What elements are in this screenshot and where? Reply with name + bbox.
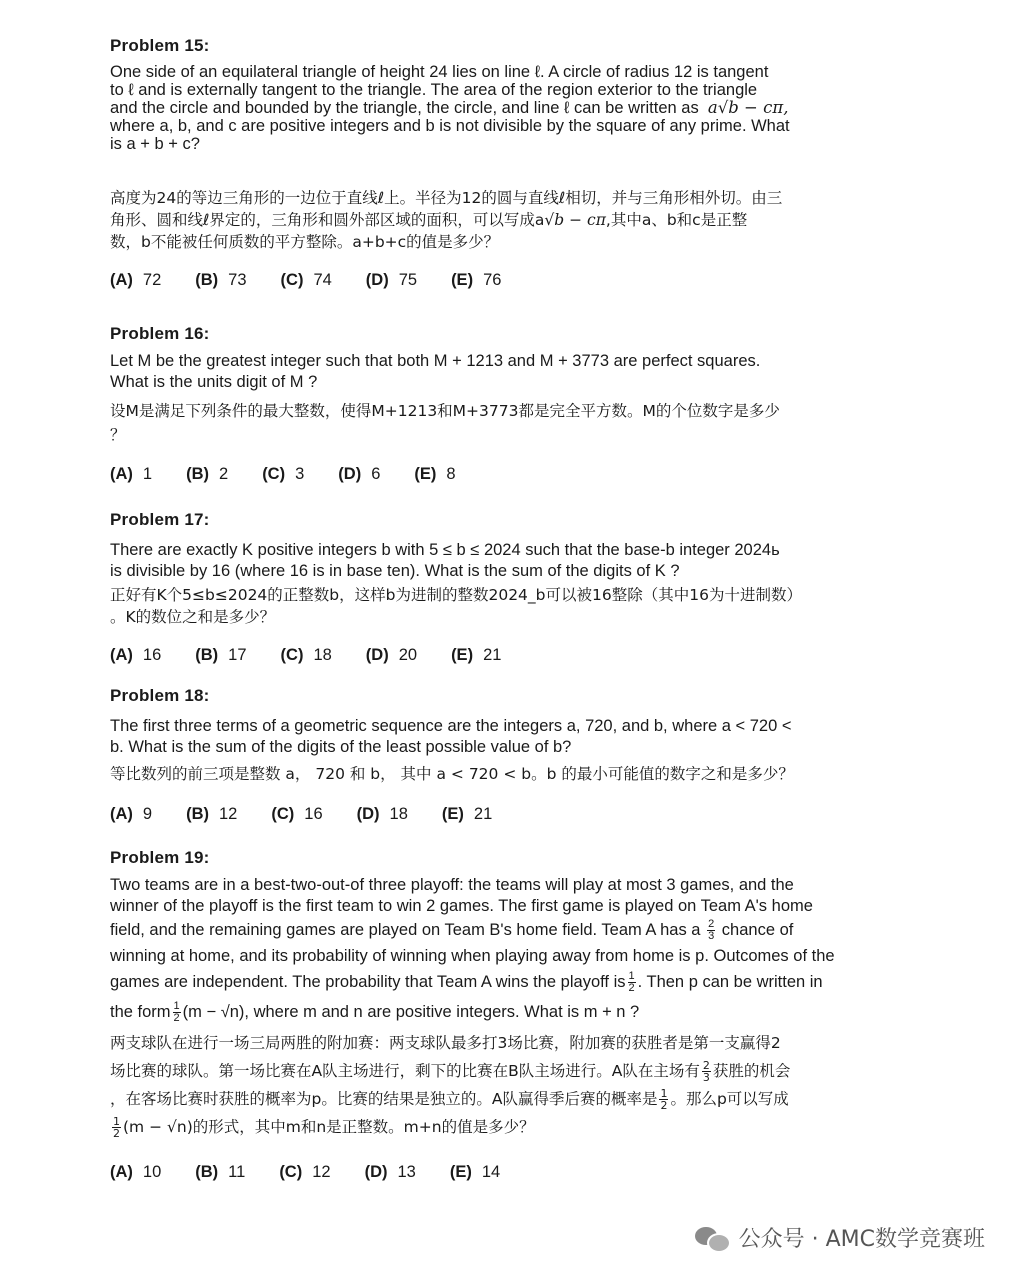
problem-17 bbox=[110, 510, 910, 665]
text-span: 角形、圆和线ℓ界定的，三角形和圆外部区域的面积，可以写成a bbox=[110, 211, 545, 229]
text-span: (m − √n), where m and n are positive integers. What is m + n ? bbox=[182, 1003, 640, 1021]
text-span: (m − √n)的形式，其中m和n是正整数。m+n的值是多少？ bbox=[123, 1118, 535, 1136]
choice-a bbox=[110, 465, 152, 484]
choice-value: 20 bbox=[398, 646, 418, 664]
text-line: 高度为24的等边三角形的一边位于直线ℓ上。半径为12的圆与直线ℓ相切，并与三角形相外切。由三 bbox=[110, 189, 783, 207]
text-span: ,其中a、b和c是正整 bbox=[605, 211, 748, 229]
answer-choices bbox=[110, 271, 910, 290]
text-line: is divisible by 16 (where 16 is in base ten). What is the sum of the digits of K ? bbox=[110, 562, 680, 580]
problem-title: Problem 18: bbox=[110, 686, 210, 705]
fraction-half bbox=[659, 1088, 668, 1111]
choice-value: 16 bbox=[304, 805, 323, 823]
text-line: where a, b, and c are positive integers and b is not divisible by the square of any prime. What bbox=[110, 117, 790, 135]
text-span: chance of bbox=[721, 921, 794, 939]
text-line: b. What is the sum of the digits of the least possible value of b? bbox=[110, 738, 572, 756]
text-span: 获胜的机会 bbox=[712, 1062, 791, 1080]
choice-label: (D) bbox=[338, 465, 362, 483]
text-span: and the circle and bounded by the triangle, the circle, and line ℓ can be written as bbox=[110, 99, 699, 117]
text-line: ？ bbox=[110, 426, 126, 444]
choice-value: 2 bbox=[219, 465, 229, 483]
english-text bbox=[110, 63, 910, 153]
choice-value: 10 bbox=[142, 1163, 162, 1181]
choice-e bbox=[414, 465, 455, 484]
choice-label: (A) bbox=[110, 805, 133, 823]
choice-e bbox=[451, 271, 501, 290]
fraction-denominator: 3 bbox=[708, 930, 715, 943]
chinese-text bbox=[110, 399, 910, 447]
choice-c bbox=[281, 271, 332, 290]
text-span: field, and the remaining games are played on Team B's home field. Team A has a bbox=[110, 921, 701, 939]
watermark-text: 公众号 · AMC数学竞赛班 bbox=[738, 1227, 985, 1252]
choice-b bbox=[186, 465, 228, 484]
choice-b bbox=[195, 1163, 245, 1182]
text-line: winner of the playoff is the first team to win 2 games. The first game is played on Team A's home bbox=[110, 897, 813, 915]
choice-label: (B) bbox=[195, 646, 219, 664]
text-span: 场比赛的球队。第一场比赛在A队主场进行，剩下的比赛在B队主场进行。A队在主场有 bbox=[110, 1062, 700, 1080]
text-line: 正好有K个5≤b≤2024的正整数b，这样b为进制的整数2024_b可以被16整除（其中16为十进制数） bbox=[110, 586, 802, 604]
choice-value: 75 bbox=[398, 271, 418, 289]
fraction-two-thirds bbox=[707, 919, 715, 942]
choice-label: (A) bbox=[110, 1163, 133, 1181]
answer-choices bbox=[110, 646, 910, 665]
choice-b bbox=[186, 805, 237, 824]
text-line: 。K的数位之和是多少？ bbox=[110, 608, 276, 626]
text-line bbox=[110, 1113, 910, 1141]
fraction-numerator: 1 bbox=[628, 970, 635, 983]
choice-value: 16 bbox=[142, 646, 162, 664]
fraction-denominator: 2 bbox=[113, 1127, 120, 1140]
choice-a bbox=[110, 646, 161, 665]
choice-label: (E) bbox=[414, 465, 437, 483]
choice-value: 73 bbox=[228, 271, 247, 289]
choice-d bbox=[365, 1163, 416, 1182]
chinese-text bbox=[110, 1029, 910, 1141]
choice-c bbox=[271, 805, 322, 824]
choice-b bbox=[195, 271, 246, 290]
choice-label: (C) bbox=[279, 1163, 303, 1181]
text-line: The first three terms of a geometric sequence are the integers a, 720, and b, where a < 720 < bbox=[110, 717, 792, 735]
choice-value: 9 bbox=[142, 805, 153, 823]
choice-label: (B) bbox=[195, 1163, 219, 1181]
answer-choices bbox=[110, 465, 910, 484]
watermark bbox=[695, 1222, 985, 1253]
fraction-numerator: 1 bbox=[173, 1000, 180, 1013]
english-text bbox=[110, 716, 910, 758]
text-line bbox=[110, 969, 910, 995]
problem-15 bbox=[110, 36, 910, 290]
text-line bbox=[110, 1057, 910, 1085]
choice-a bbox=[110, 271, 161, 290]
text-span: ，在客场比赛时获胜的概率为p。比赛的结果是独立的。A队赢得季后赛的概率是 bbox=[110, 1090, 658, 1108]
choice-b bbox=[195, 646, 246, 665]
text-line: One side of an equilateral triangle of height 24 lies on line ℓ. A circle of radius 12 is tangent bbox=[110, 63, 769, 81]
text-span: 。那么p可以写成 bbox=[670, 1090, 789, 1108]
chinese-text bbox=[110, 763, 910, 785]
choice-value: 8 bbox=[446, 465, 456, 483]
english-text bbox=[110, 540, 910, 582]
choice-label: (E) bbox=[451, 271, 474, 289]
text-line: winning at home, and its probability of winning when playing away from home is p. Outcomes of the bbox=[110, 947, 835, 965]
choice-value: 21 bbox=[483, 646, 502, 664]
problem-title: Problem 16: bbox=[110, 324, 210, 343]
choice-a bbox=[110, 805, 152, 824]
choice-d bbox=[338, 465, 380, 484]
fraction-denominator: 2 bbox=[173, 1012, 180, 1025]
text-line bbox=[110, 917, 910, 943]
fraction-numerator: 2 bbox=[708, 918, 715, 931]
text-line: is a + b + c? bbox=[110, 135, 200, 153]
choice-e bbox=[450, 1163, 500, 1182]
fraction-numerator: 1 bbox=[113, 1115, 120, 1128]
text-line: 等比数列的前三项是整数 a， 720 和 b， 其中 a < 720 < b。b 的最小可能值的数字之和是多少？ bbox=[110, 765, 794, 783]
fraction-denominator: 2 bbox=[660, 1099, 668, 1112]
math-expression: √b − cπ bbox=[544, 211, 606, 229]
english-text bbox=[110, 875, 910, 1025]
text-line bbox=[110, 99, 910, 117]
choice-value: 18 bbox=[313, 646, 332, 664]
choice-value: 12 bbox=[312, 1163, 331, 1181]
choice-value: 74 bbox=[313, 271, 332, 289]
chinese-text bbox=[110, 584, 910, 628]
choice-value: 18 bbox=[389, 805, 408, 823]
choice-a bbox=[110, 1163, 161, 1182]
choice-label: (D) bbox=[365, 271, 389, 289]
choice-label: (E) bbox=[441, 805, 464, 823]
answer-choices bbox=[110, 805, 910, 824]
text-span: games are independent. The probability that Team A wins the playoff is bbox=[110, 973, 626, 991]
problem-title: Problem 17: bbox=[110, 510, 210, 529]
choice-label: (E) bbox=[451, 646, 474, 664]
fraction-denominator: 3 bbox=[702, 1071, 710, 1084]
text-line: 数，b不能被任何质数的平方整除。a+b+c的值是多少？ bbox=[110, 233, 500, 251]
choice-d bbox=[366, 271, 417, 290]
text-span: the form bbox=[110, 1003, 171, 1021]
choice-value: 3 bbox=[295, 465, 305, 483]
text-line: What is the units digit of M ? bbox=[110, 373, 318, 391]
english-text bbox=[110, 351, 910, 393]
problem-16 bbox=[110, 324, 910, 484]
choice-label: (A) bbox=[110, 646, 133, 664]
fraction-half bbox=[628, 971, 636, 994]
choice-value: 76 bbox=[483, 271, 502, 289]
text-line: 两支球队在进行一场三局两胜的附加赛：两支球队最多打3场比赛，附加赛的获胜者是第一支赢得2 bbox=[110, 1034, 781, 1052]
choice-value: 21 bbox=[473, 805, 493, 823]
fraction-two-thirds bbox=[702, 1060, 711, 1083]
choice-label: (C) bbox=[271, 805, 295, 823]
problem-title: Problem 19: bbox=[110, 848, 210, 867]
choice-label: (B) bbox=[186, 465, 209, 483]
choice-value: 1 bbox=[142, 465, 153, 483]
choice-label: (C) bbox=[280, 271, 304, 289]
choice-label: (D) bbox=[364, 1163, 388, 1181]
text-line: to ℓ and is externally tangent to the triangle. The area of the region exterior to the triangle bbox=[110, 81, 758, 99]
fraction-numerator: 2 bbox=[702, 1059, 710, 1072]
chinese-text bbox=[110, 187, 910, 253]
text-line: 设M是满足下列条件的最大整数，使得M+1213和M+3773都是完全平方数。M的个位数字是多少 bbox=[110, 402, 780, 420]
fraction-denominator: 2 bbox=[628, 982, 635, 995]
choice-label: (B) bbox=[186, 805, 209, 823]
choice-c bbox=[281, 646, 332, 665]
choice-label: (D) bbox=[365, 646, 389, 664]
fraction-half bbox=[112, 1116, 121, 1139]
choice-label: (C) bbox=[280, 646, 304, 664]
choice-value: 6 bbox=[371, 465, 381, 483]
text-line bbox=[110, 999, 910, 1025]
text-span: . Then p can be written in bbox=[637, 973, 823, 991]
answer-choices bbox=[110, 1163, 910, 1182]
choice-d bbox=[357, 805, 408, 824]
choice-c bbox=[279, 1163, 330, 1182]
math-expression: a√b − cπ, bbox=[707, 98, 789, 117]
choice-value: 72 bbox=[142, 271, 162, 289]
choice-value: 14 bbox=[481, 1163, 501, 1181]
text-line bbox=[110, 1085, 910, 1113]
choice-e bbox=[451, 646, 501, 665]
choice-label: (A) bbox=[110, 271, 133, 289]
text-line: There are exactly K positive integers b with 5 ≤ b ≤ 2024 such that the base-b integer 2024ь bbox=[110, 541, 780, 559]
choice-d bbox=[366, 646, 417, 665]
problem-19 bbox=[110, 848, 910, 1182]
choice-value: 12 bbox=[219, 805, 238, 823]
choice-e bbox=[442, 805, 492, 824]
text-line bbox=[110, 209, 910, 231]
choice-value: 11 bbox=[228, 1163, 246, 1181]
choice-label: (A) bbox=[110, 465, 133, 483]
choice-value: 13 bbox=[397, 1163, 416, 1181]
choice-label: (E) bbox=[449, 1163, 472, 1181]
problem-18 bbox=[110, 686, 910, 824]
fraction-numerator: 1 bbox=[660, 1087, 668, 1100]
text-line: Let M be the greatest integer such that both M + 1213 and M + 3773 are perfect squares. bbox=[110, 352, 761, 370]
choice-label: (D) bbox=[356, 805, 380, 823]
choice-label: (C) bbox=[262, 465, 286, 483]
problem-title: Problem 15: bbox=[110, 36, 210, 55]
choice-c bbox=[262, 465, 304, 484]
fraction-half bbox=[173, 1001, 181, 1024]
choice-label: (B) bbox=[195, 271, 219, 289]
choice-value: 17 bbox=[228, 646, 247, 664]
wechat-icon bbox=[695, 1225, 729, 1251]
text-line: Two teams are in a best-two-out-of three playoff: the teams will play at most 3 games, and the bbox=[110, 876, 794, 894]
